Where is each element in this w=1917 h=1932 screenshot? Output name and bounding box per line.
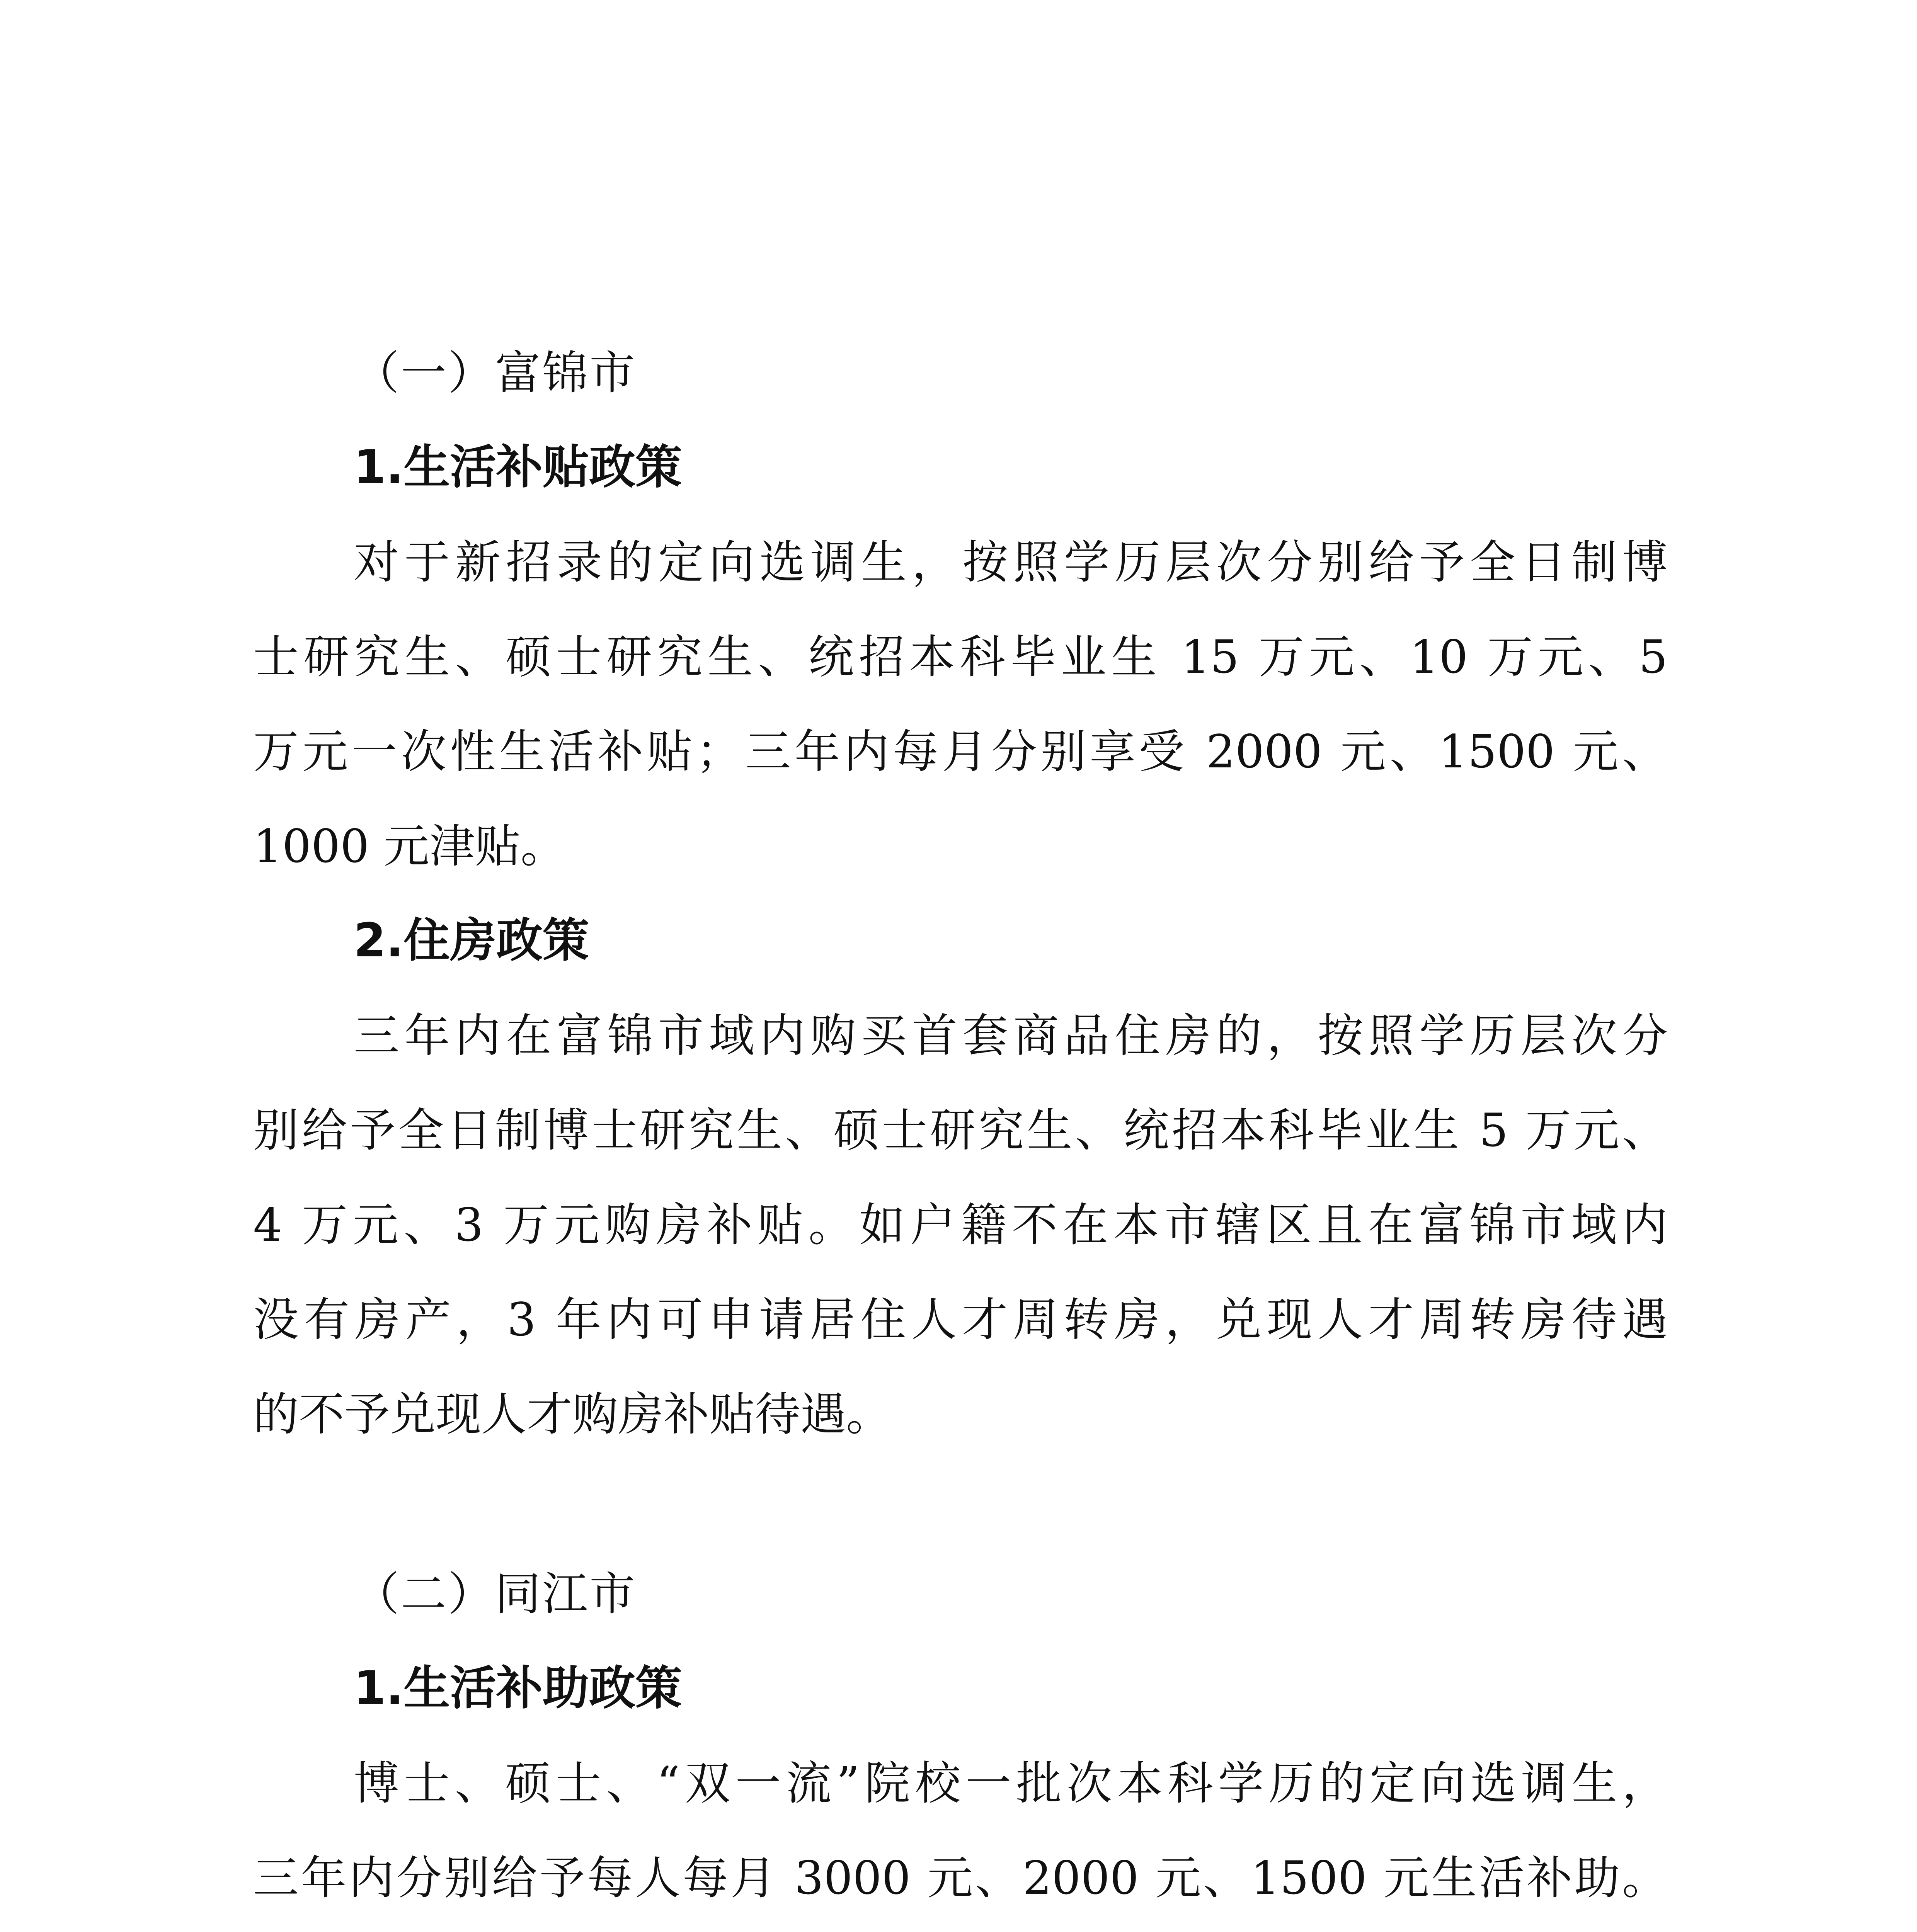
paragraph-line: 万元一次性生活补贴；三年内每月分别享受 2000 元、1500 元、 bbox=[253, 725, 1668, 778]
section-heading-tongjiang: （二）同江市 bbox=[354, 1567, 637, 1621]
paragraph-line: 对于新招录的定向选调生，按照学历层次分别给予全日制博 bbox=[354, 536, 1668, 589]
subsection-title-housing: 2.住房政策 bbox=[354, 914, 589, 968]
paragraph-line: 没有房产，3 年内可申请居住人才周转房，兑现人才周转房待遇 bbox=[253, 1293, 1668, 1346]
paragraph-line: 三年内分别给予每人每月 3000 元、2000 元、1500 元生活补助。 bbox=[253, 1851, 1668, 1905]
paragraph-line: 别给予全日制博士研究生、硕士研究生、统招本科毕业生 5 万元、 bbox=[253, 1104, 1668, 1157]
paragraph-line: 1000 元津贴。 bbox=[253, 820, 566, 873]
subsection-title-living-allowance: 1.生活补助政策 bbox=[354, 1662, 682, 1715]
paragraph-line: 士研究生、硕士研究生、统招本科毕业生 15 万元、10 万元、5 bbox=[253, 630, 1668, 684]
subsection-title-living-subsidy: 1.生活补贴政策 bbox=[354, 440, 682, 494]
paragraph-line: 博士、硕士、“双一流”院校一批次本科学历的定向选调生， bbox=[354, 1757, 1668, 1810]
paragraph-line: 4 万元、3 万元购房补贴。如户籍不在本市辖区且在富锦市域内 bbox=[253, 1198, 1668, 1252]
section-heading-fujin: （一）富锦市 bbox=[354, 346, 637, 400]
paragraph-line: 三年内在富锦市域内购买首套商品住房的，按照学历层次分 bbox=[354, 1009, 1668, 1062]
paragraph-line: 的不予兑现人才购房补贴待遇。 bbox=[253, 1388, 892, 1441]
